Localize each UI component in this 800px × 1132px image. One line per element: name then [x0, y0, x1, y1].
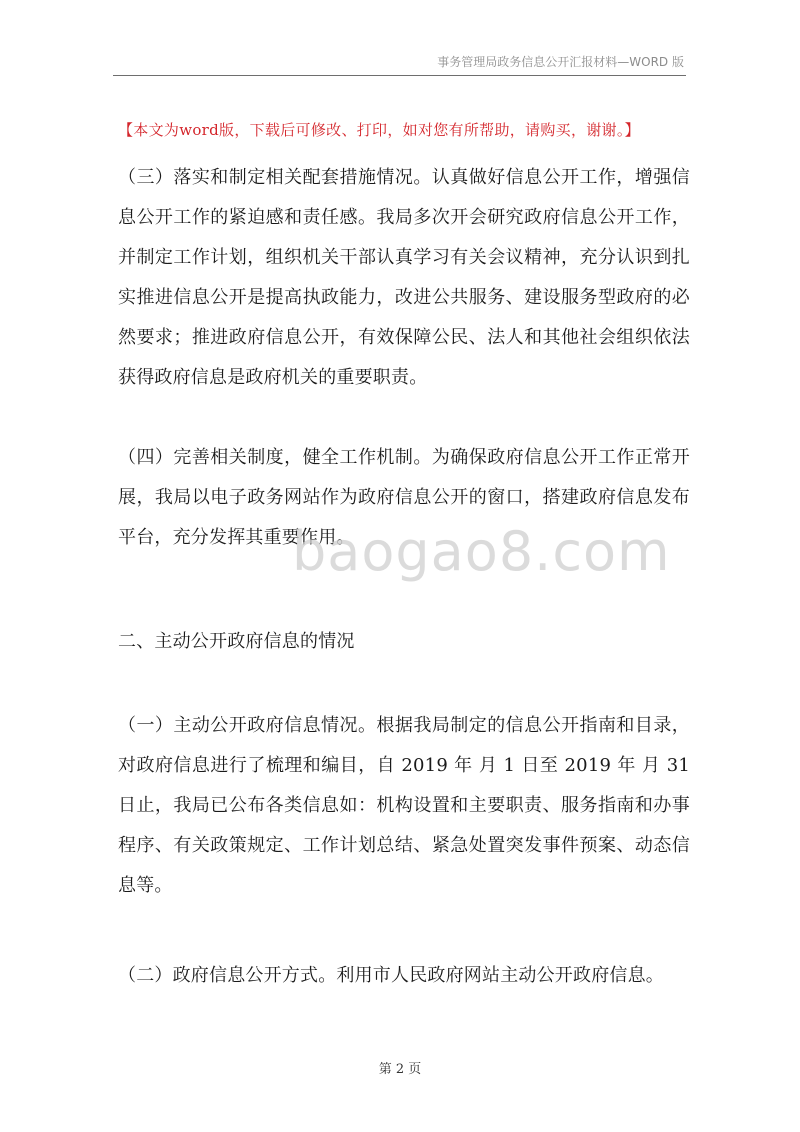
section-heading-two: 二、主动公开政府信息的情况 [118, 631, 355, 652]
paragraph-subsection-two: （二）政府信息公开方式。利用市人民政府网站主动公开政府信息。 [118, 965, 664, 986]
page-number: 第 2 页 [378, 1062, 422, 1077]
download-notice: 【本文为word版，下载后可修改、打印，如对您有所帮助，请购买，谢谢。】 [118, 121, 640, 139]
document-header-title: 事务管理局政务信息公开汇报材料—WORD 版 [437, 55, 684, 69]
paragraph-section-three: （三）落实和制定相关配套措施情况。认真做好信息公开工作，增强信息公开工作的紧迫感和责任感。我局多次开会研究政府信息公开工作，并制定工作计划，组织机关干部认真学习有关会议精神，充分认识到扎实推进信息公开是提高执政能力，改进公共服务、建设服务型政府的必然要求；推进政府信息公开，有效保障公民、法人和其他社会组织依法获得政府信息是政府机关的重要职责。 [118, 167, 690, 388]
header-divider [113, 75, 686, 76]
paragraph-subsection-one: （一）主动公开政府信息情况。根据我局制定的信息公开指南和目录，对政府信息进行了梳理和编目，自 2019 年 月 1 日至 2019 年 月 31 日止，我局已公布各类信息如：机构设置和主要职责、服务指南和办事程序、有关政策规定、工作计划总结、紧急处置突发事件预案、动态信息等。 [118, 715, 690, 896]
watermark: baogao8.com [292, 520, 671, 583]
paragraph-section-four: （四）完善相关制度，健全工作机制。为确保政府信息公开工作正常开展，我局以电子政务网站作为政府信息公开的窗口，搭建政府信息发布平台，充分发挥其重要作用。 [118, 447, 690, 548]
